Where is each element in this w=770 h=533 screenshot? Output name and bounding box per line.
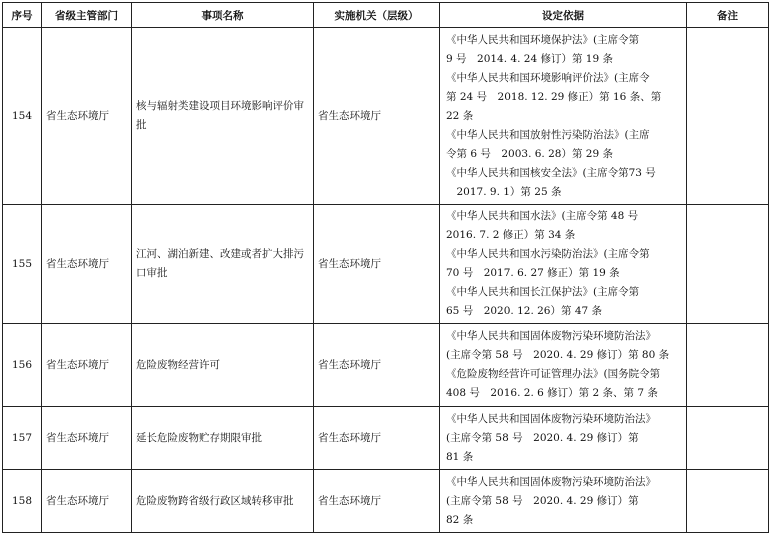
approval-items-table <box>2 2 769 533</box>
basis-line: 《中华人民共和国固体废物污染环境防治法》 <box>446 412 656 425</box>
table-row <box>3 28 769 205</box>
basis-line: 9 号 2014. 4. 24 修订）第 19 条 <box>446 52 614 65</box>
approval-items-table-wrapper <box>2 2 769 533</box>
row-item-name: 危险废物跨省级行政区域转移审批 <box>132 470 314 533</box>
row-note <box>687 407 769 470</box>
basis-line: 408 号 2016. 2. 6 修订）第 2 条、第 7 条 <box>446 387 658 399</box>
row-seq: 155 <box>3 205 42 324</box>
table-row <box>3 324 769 407</box>
basis-line: 《中华人民共和国环境影响评价法》(主席令 <box>446 71 650 84</box>
basis-line: (主席令第 58 号 2020. 4. 29 修订）第 80 条 <box>446 349 670 361</box>
row-agency: 省生态环境厅 <box>314 28 440 205</box>
basis-line: 82 条 <box>446 513 474 526</box>
row-agency: 省生态环境厅 <box>314 324 440 407</box>
basis-line: 令第 6 号 2003. 6. 28）第 29 条 <box>446 147 614 160</box>
table-header-row <box>3 3 769 28</box>
basis-line: 《危险废物经营许可证管理办法》(国务院令第 <box>446 368 661 380</box>
row-dept: 省生态环境厅 <box>42 407 132 470</box>
row-item-name: 延长危险废物贮存期限审批 <box>132 407 314 470</box>
header-agency: 实施机关（层级） <box>314 3 440 28</box>
header-seq: 序号 <box>3 3 42 28</box>
basis-line: 《中华人民共和国放射性污染防治法》(主席 <box>446 128 650 141</box>
basis-line: 65 号 2020. 12. 26）第 47 条 <box>446 305 603 317</box>
basis-line: 81 条 <box>446 450 474 463</box>
row-seq: 157 <box>3 407 42 470</box>
header-dept: 省级主管部门 <box>42 3 132 28</box>
header-note: 备注 <box>687 3 769 28</box>
basis-line: 22 条 <box>446 109 474 122</box>
basis-line: 《中华人民共和国环境保护法》(主席令第 <box>446 33 640 46</box>
row-agency: 省生态环境厅 <box>314 407 440 470</box>
row-dept: 省生态环境厅 <box>42 324 132 407</box>
row-note <box>687 28 769 205</box>
basis-line: 《中华人民共和国长江保护法》(主席令第 <box>446 286 640 298</box>
row-agency: 省生态环境厅 <box>314 205 440 324</box>
basis-line: (主席令第 58 号 2020. 4. 29 修订）第 <box>446 494 639 507</box>
row-note <box>687 470 769 533</box>
header-basis: 设定依据 <box>440 3 687 28</box>
row-basis <box>440 205 687 324</box>
row-dept: 省生态环境厅 <box>42 28 132 205</box>
row-note <box>687 324 769 407</box>
table-row <box>3 407 769 470</box>
row-agency: 省生态环境厅 <box>314 470 440 533</box>
basis-line: (主席令第 58 号 2020. 4. 29 修订）第 <box>446 431 639 444</box>
table-row <box>3 470 769 533</box>
basis-line: 《中华人民共和国固体废物污染环境防治法》 <box>446 330 656 342</box>
basis-line: 70 号 2017. 6. 27 修正）第 19 条 <box>446 267 620 279</box>
header-name: 事项名称 <box>132 3 314 28</box>
basis-line: 2016. 7. 2 修正）第 34 条 <box>446 229 576 241</box>
row-basis <box>440 407 687 470</box>
basis-line: 《中华人民共和国固体废物污染环境防治法》 <box>446 475 656 488</box>
row-basis <box>440 470 687 533</box>
row-item-name: 核与辐射类建设项目环境影响评价审批 <box>132 28 314 205</box>
row-seq: 158 <box>3 470 42 533</box>
row-dept: 省生态环境厅 <box>42 470 132 533</box>
basis-line: 《中华人民共和国水法》(主席令第 48 号 <box>446 210 639 222</box>
basis-line: 《中华人民共和国核安全法》(主席令第73 号 <box>446 166 656 179</box>
row-item-name: 危险废物经营许可 <box>132 324 314 407</box>
row-basis <box>440 28 687 205</box>
row-note <box>687 205 769 324</box>
row-seq: 156 <box>3 324 42 407</box>
row-seq: 154 <box>3 28 42 205</box>
row-basis <box>440 324 687 407</box>
basis-line: 《中华人民共和国水污染防治法》(主席令第 <box>446 248 650 260</box>
table-row <box>3 205 769 324</box>
row-item-name: 江河、湖泊新建、改建或者扩大排污口审批 <box>132 205 314 324</box>
row-dept: 省生态环境厅 <box>42 205 132 324</box>
basis-line: 2017. 9. 1）第 25 条 <box>446 185 562 198</box>
basis-line: 第 24 号 2018. 12. 29 修正）第 16 条、第 <box>446 90 662 103</box>
